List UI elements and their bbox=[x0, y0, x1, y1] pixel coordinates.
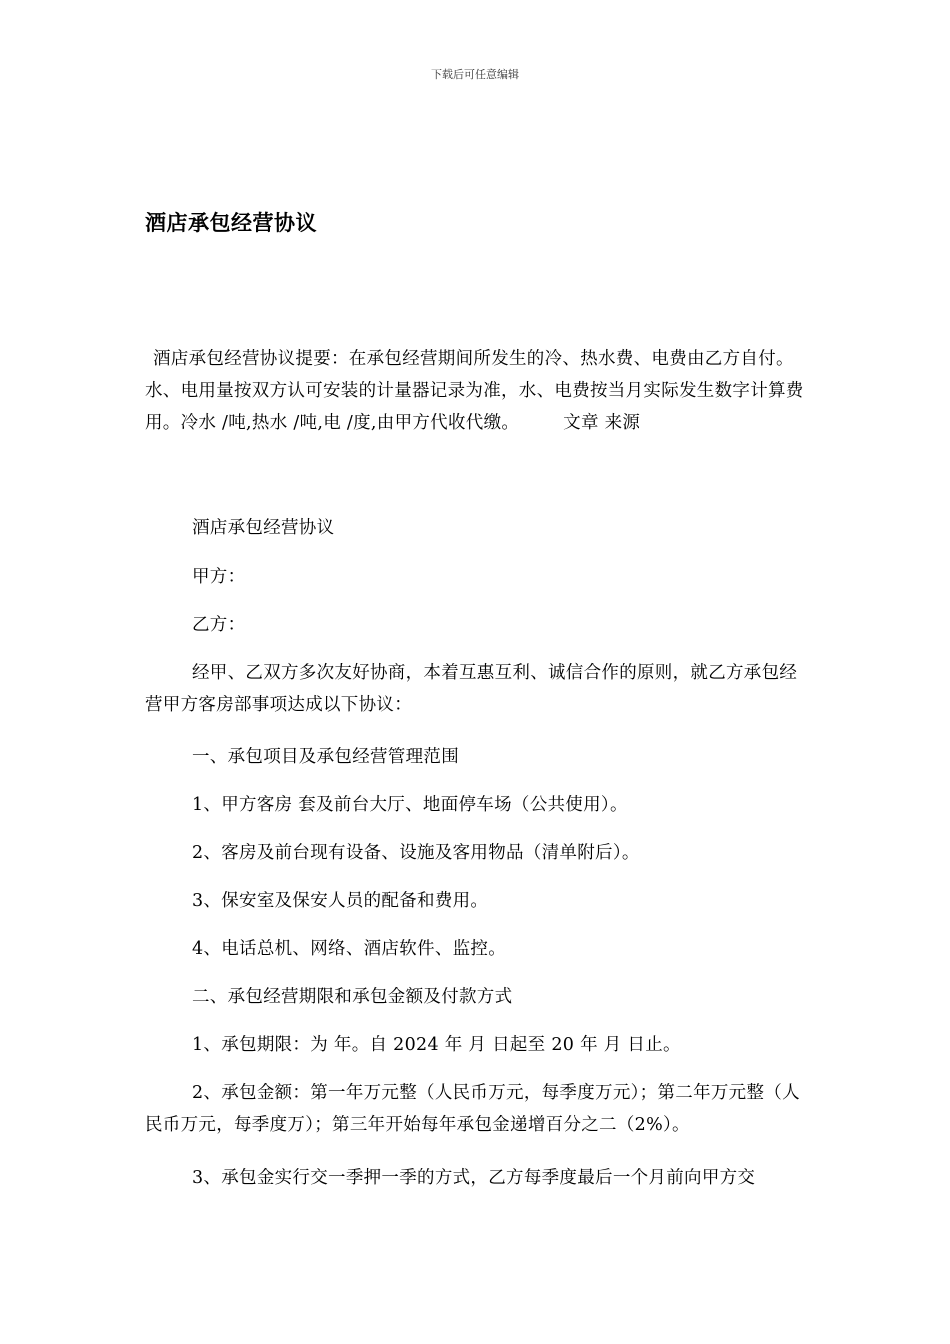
section-2-heading: 二、承包经营期限和承包金额及付款方式 bbox=[192, 987, 513, 1007]
preamble-paragraph: 经甲、乙双方多次友好协商，本着互惠互利、诚信合作的原则，就乙方承包经营甲方客房部事项达成以下协议： bbox=[145, 663, 798, 715]
section-1-item: 1、甲方客房 套及前台大厅、地面停车场（公共使用）。 bbox=[192, 795, 628, 815]
party-a-label: 甲方： bbox=[192, 567, 246, 587]
section-1-item: 2、客房及前台现有设备、设施及客用物品（清单附后）。 bbox=[192, 843, 640, 863]
abstract-text: 酒店承包经营协议提要：在承包经营期间所发生的冷、热水费、电费由乙方自付。水、电用量按双方认可安装的计量器记录为准，水、电费按当月实际发生数字计算费用。冷水 /吨,热水 /吨,电 /度,由甲方代收代缴。 bbox=[145, 349, 804, 433]
section-2-item-term: 1、承包期限：为 年。自 2024 年 月 日起至 20 年 月 日止。 bbox=[192, 1035, 681, 1055]
section-1-heading: 一、承包项目及承包经营管理范围 bbox=[192, 747, 459, 767]
section-2-item-amount: 2、承包金额：第一年万元整（人民币万元，每季度万元）；第二年万元整（人民币万元，每季度万）；第三年开始每年承包金递增百分之二（2%）。 bbox=[145, 1083, 800, 1135]
header-note: 下载后可任意编辑 bbox=[431, 68, 519, 81]
section-1-item: 3、保安室及保安人员的配备和费用。 bbox=[192, 891, 489, 911]
document-title: 酒店承包经营协议 bbox=[145, 210, 317, 235]
party-b-label: 乙方： bbox=[192, 615, 246, 635]
subtitle: 酒店承包经营协议 bbox=[192, 518, 335, 538]
abstract-source: 文章 来源 bbox=[563, 413, 641, 433]
section-2-item-payment: 3、承包金实行交一季押一季的方式，乙方每季度最后一个月前向甲方交 bbox=[192, 1168, 756, 1188]
section-1-item: 4、电话总机、网络、酒店软件、监控。 bbox=[192, 939, 507, 959]
abstract-paragraph bbox=[145, 343, 810, 439]
